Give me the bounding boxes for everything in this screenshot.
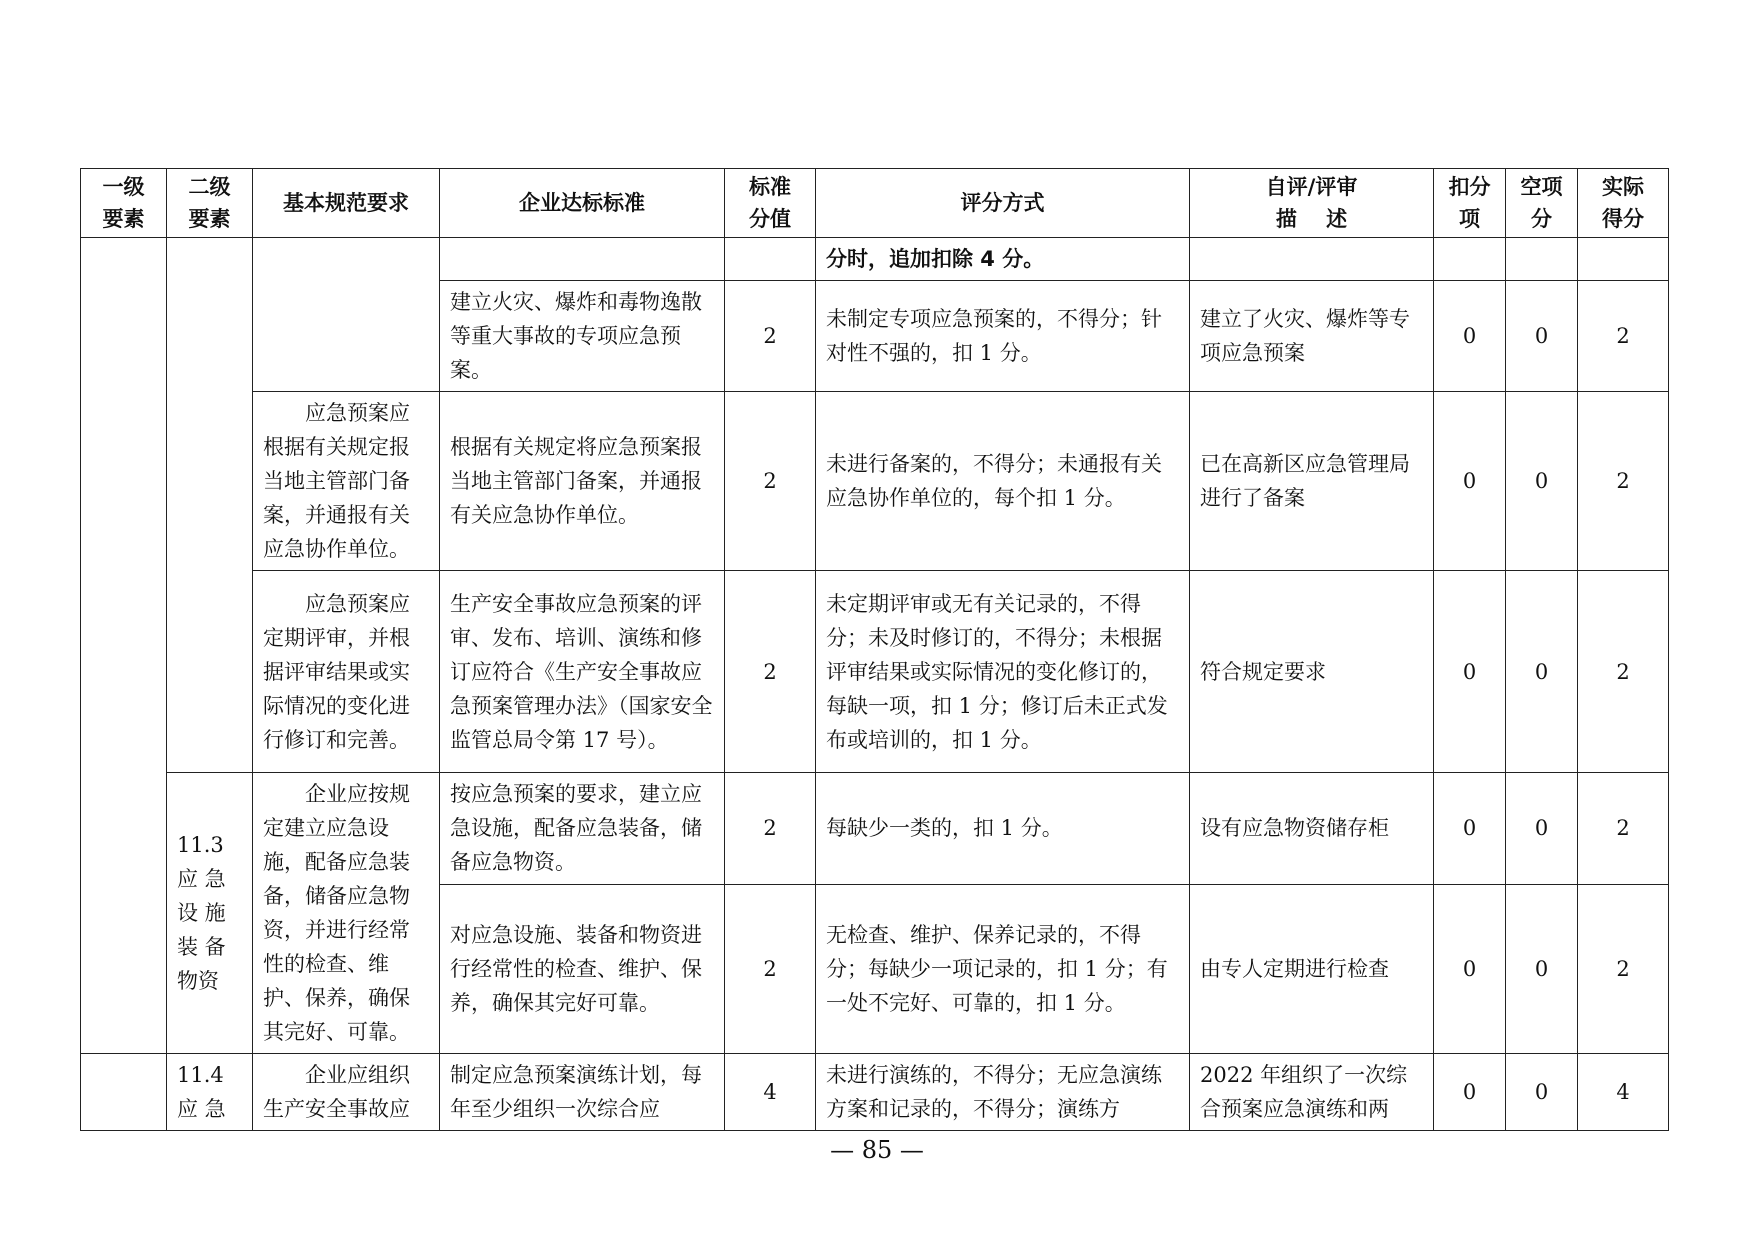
- description-cell: 建立了火灾、爆炸等专项应急预案: [1190, 281, 1434, 392]
- header-level2: 二级 要素: [167, 169, 253, 238]
- description-cell: 由专人定期进行检查: [1190, 884, 1434, 1053]
- requirement-cell: [253, 238, 440, 392]
- table-row: [81, 1054, 1669, 1131]
- empty-cell: 0: [1506, 281, 1578, 392]
- description-cell: 符合规定要求: [1190, 571, 1434, 773]
- empty-cell: 0: [1506, 392, 1578, 571]
- empty-cell: 0: [1506, 1054, 1578, 1131]
- table-row: [81, 238, 1669, 281]
- header-row: [81, 169, 1669, 238]
- method-cell: 分时，追加扣除 4 分。: [816, 238, 1190, 281]
- score-cell: 2: [725, 884, 816, 1053]
- actual-cell: 2: [1578, 571, 1669, 773]
- empty-cell: 0: [1506, 773, 1578, 885]
- header-method: 评分方式: [816, 169, 1190, 238]
- page-number: — 85 —: [830, 1136, 924, 1164]
- standard-cell: 对应急设施、装备和物资进行经常性的检查、维护、保养，确保其完好可靠。: [440, 884, 725, 1053]
- description-cell: 2022 年组织了一次综合预案应急演练和两: [1190, 1054, 1434, 1131]
- requirement-cell: 应急预案应根据有关规定报当地主管部门备案，并通报有关应急协作单位。: [253, 392, 440, 571]
- header-description: 自评/评审 描 述: [1190, 169, 1434, 238]
- empty-cell: [1506, 238, 1578, 281]
- level2-cell: 11.3 应 急 设 施 装 备 物资: [167, 773, 253, 1054]
- standard-cell: 按应急预案的要求，建立应急设施，配备应急装备，储备应急物资。: [440, 773, 725, 885]
- score-cell: 4: [725, 1054, 816, 1131]
- deduct-cell: 0: [1434, 281, 1506, 392]
- deduct-cell: 0: [1434, 884, 1506, 1053]
- score-cell: 2: [725, 773, 816, 885]
- actual-cell: 2: [1578, 392, 1669, 571]
- header-level1: 一级 要素: [81, 169, 167, 238]
- method-cell: 每缺少一类的，扣 1 分。: [816, 773, 1190, 885]
- method-cell: 无检查、维护、保养记录的，不得分；每缺少一项记录的，扣 1 分；有一处不完好、可靠的，扣 1 分。: [816, 884, 1190, 1053]
- deduct-cell: 0: [1434, 392, 1506, 571]
- requirement-cell: 企业应组织生产安全事故应: [253, 1054, 440, 1131]
- standard-cell: [440, 238, 725, 281]
- deduct-cell: 0: [1434, 773, 1506, 885]
- deduct-cell: 0: [1434, 1054, 1506, 1131]
- level1-cell: [81, 238, 167, 1054]
- method-cell: 未进行演练的，不得分；无应急演练方案和记录的，不得分；演练方: [816, 1054, 1190, 1131]
- actual-cell: 2: [1578, 773, 1669, 885]
- level2-cell: 11.4 应 急: [167, 1054, 253, 1131]
- standard-cell: 制定应急预案演练计划，每年至少组织一次综合应: [440, 1054, 725, 1131]
- deduct-cell: 0: [1434, 571, 1506, 773]
- requirement-cell: 应急预案应定期评审，并根据评审结果或实际情况的变化进行修订和完善。: [253, 571, 440, 773]
- description-cell: [1190, 238, 1434, 281]
- header-standard: 企业达标标准: [440, 169, 725, 238]
- standards-table: [80, 168, 1669, 1131]
- level2-cell: [167, 238, 253, 773]
- empty-cell: 0: [1506, 884, 1578, 1053]
- actual-cell: 4: [1578, 1054, 1669, 1131]
- standard-cell: 建立火灾、爆炸和毒物逸散等重大事故的专项应急预案。: [440, 281, 725, 392]
- header-actual: 实际 得分: [1578, 169, 1669, 238]
- standard-cell: 生产安全事故应急预案的评审、发布、培训、演练和修订应符合《生产安全事故应急预案管理办法》（国家安全监管总局令第 17 号）。: [440, 571, 725, 773]
- score-cell: 2: [725, 392, 816, 571]
- score-cell: 2: [725, 281, 816, 392]
- requirement-cell: 企业应按规定建立应急设施，配备应急装备，储备应急物资，并进行经常性的检查、维护、保养，确保其完好、可靠。: [253, 773, 440, 1054]
- score-cell: [725, 238, 816, 281]
- table-row: [81, 571, 1669, 773]
- method-cell: 未进行备案的，不得分；未通报有关应急协作单位的，每个扣 1 分。: [816, 392, 1190, 571]
- actual-cell: [1578, 238, 1669, 281]
- empty-cell: 0: [1506, 571, 1578, 773]
- header-score: 标准 分值: [725, 169, 816, 238]
- deduct-cell: [1434, 238, 1506, 281]
- description-cell: 已在高新区应急管理局进行了备案: [1190, 392, 1434, 571]
- actual-cell: 2: [1578, 884, 1669, 1053]
- table-row: [81, 773, 1669, 885]
- header-deduct: 扣分 项: [1434, 169, 1506, 238]
- level1-cell: [81, 1054, 167, 1131]
- table-row: [81, 392, 1669, 571]
- standard-cell: 根据有关规定将应急预案报当地主管部门备案，并通报有关应急协作单位。: [440, 392, 725, 571]
- actual-cell: 2: [1578, 281, 1669, 392]
- header-empty: 空项 分: [1506, 169, 1578, 238]
- method-cell: 未定期评审或无有关记录的，不得分；未及时修订的，不得分；未根据评审结果或实际情况的变化修订的，每缺一项，扣 1 分；修订后未正式发布或培训的，扣 1 分。: [816, 571, 1190, 773]
- score-cell: 2: [725, 571, 816, 773]
- method-cell: 未制定专项应急预案的，不得分；针对性不强的，扣 1 分。: [816, 281, 1190, 392]
- header-requirement: 基本规范要求: [253, 169, 440, 238]
- description-cell: 设有应急物资储存柜: [1190, 773, 1434, 885]
